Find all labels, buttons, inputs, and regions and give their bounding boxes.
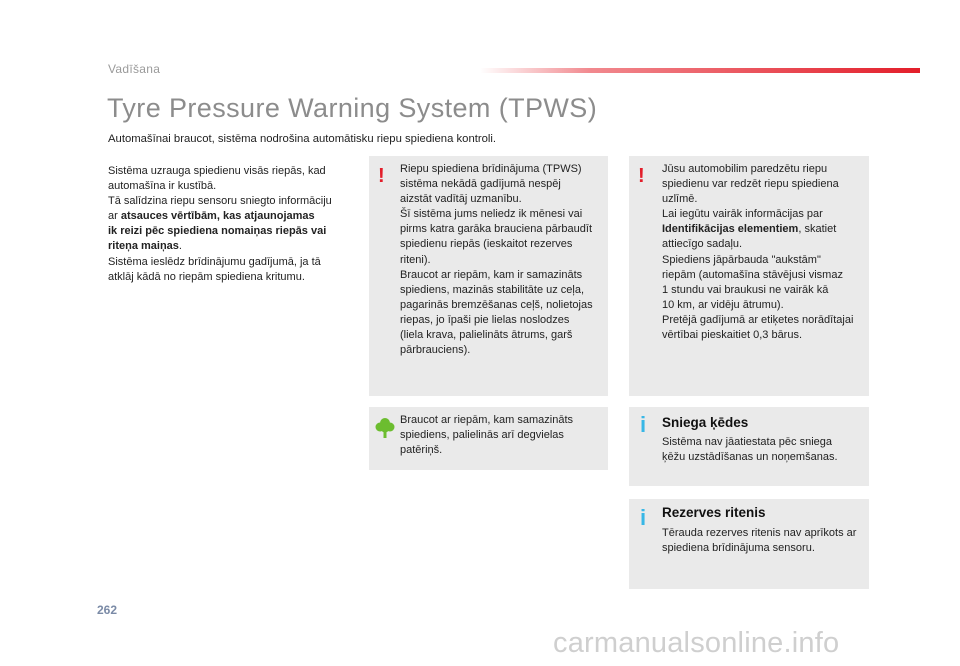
page-title: Tyre Pressure Warning System (TPWS) [107,93,598,123]
warning-text [662,162,853,343]
snow-chains-text [662,435,838,465]
text-line: attiecīgo sadaļu. [662,238,743,251]
text-line [108,224,332,239]
text-line: Sistēma ieslēdz brīdinājumu gadījumā, ja tā [108,255,321,268]
text-line: pagarinās bremzēšanas ceļš, nolietojas [400,298,593,311]
snow-chains-heading: Sniega ķēdes [662,415,749,430]
text-line: Riepu spiediena brīdinājuma (TPWS) [400,163,582,175]
text-line: automašīna ir kustībā. [108,180,217,193]
text-line: aizstāt vadītāj uzmanību. [400,193,522,206]
text-line: 10 km, ar vidēju ātrumu). [662,298,784,311]
info-icon: i [640,505,647,530]
text-line: riteņa maiņas. [108,240,182,253]
text-line: riepām (automašīna stāvējusi vismaz [662,268,843,281]
text-line: ar atsauces vērtībām, kas atjaunojamas [108,210,315,223]
bold-text: atsauces vērtībām, kas atjaunojamas [120,210,315,223]
header-accent-bar [480,68,920,73]
text-line: Identifikācijas elementiem, skatiet [662,223,837,236]
info-icon: i [640,412,647,437]
spare-wheel-heading: Rezerves ritenis [662,505,766,520]
text-line: Sistēma nav jāatiestata pēc sniega [662,436,832,448]
text-line: riepas, jo īpaši pie lielas noslodzes [400,313,570,326]
text-line: sistēma nekādā gadījumā nespēj [400,178,561,191]
tree-icon [375,417,395,439]
text-line: Jūsu automobilim paredzētu riepu [662,163,828,175]
text-line: patēriņš. [400,444,443,457]
bold-text: Identifikācijas elementiem [662,223,799,236]
text-line: Šī sistēma jums neliedz ik mēnesi vai [400,208,583,221]
exclamation-icon: ! [378,165,385,187]
text-line: pārbrauciens). [400,344,471,357]
text-line: spiediens, mazinās stabilitāte uz ceļa, [400,283,585,296]
text-line: spiedienu var redzēt riepu spiediena [662,178,839,191]
text-line: pirms katra garāka brauciena pārbaudīt [400,223,592,236]
text-line: Spiediens jāpārbauda "aukstām" [662,253,821,266]
text-line: spiediens, palielinās arī degvielas [400,429,564,442]
text-line: (liela krava, palielināts ātrums, garš [400,329,573,342]
intro-text: Automašīnai braucot, sistēma nodrošina automātisku riepu spiediena kontroli. [108,133,497,145]
bold-text: ik reizi pēc spiediena nomaiņas riepās vai [108,225,327,238]
eco-tip-box [369,407,608,470]
bold-text: riteņa maiņas [108,240,179,253]
text-line: Pretējā gadījumā ar etiķetes norādītajai [662,313,854,326]
text-line: Sistēma uzrauga spiedienu visās riepās, kad [108,165,326,177]
watermark: carmanualsonline.info [553,627,840,659]
text-line: Tērauda rezerves ritenis nav aprīkots ar [662,527,857,539]
warning-box-tpws [369,156,608,396]
text-line: vērtībai pieskaitiet 0,3 bārus. [662,329,803,342]
text-line: Lai iegūtu vairāk informācijas par [662,208,823,221]
text-line: uzlīmē. [662,193,698,206]
spare-wheel-text [662,526,856,556]
page-number: 262 [97,603,118,617]
text-line: riteni). [400,253,431,266]
exclamation-icon: ! [638,165,645,187]
text-line: 1 stundu vai braukusi ne vairāk kā [662,283,829,296]
snow-chains-box [629,407,869,486]
text-line: Tā salīdzina riepu sensoru sniegto informāciju [108,195,332,208]
text-line: atklāj kādā no riepām spiediena kritumu. [108,270,305,283]
warning-text [400,162,593,358]
text-line: Braucot ar riepām, kam ir samazināts [400,268,583,281]
text-line: ķēžu uzstādīšanas un noņemšanas. [662,451,838,464]
warning-box-pressure-label [629,156,869,396]
section-label: Vadīšana [108,62,161,76]
eco-tip-text [400,413,573,458]
left-column-text [108,164,332,285]
text-line: spiedienu riepās (ieskaitot rezerves [400,238,573,251]
text-line: Braucot ar riepām, kam samazināts [400,414,574,426]
spare-wheel-box [629,499,869,589]
text-line: spiediena brīdinājuma sensoru. [662,542,815,555]
